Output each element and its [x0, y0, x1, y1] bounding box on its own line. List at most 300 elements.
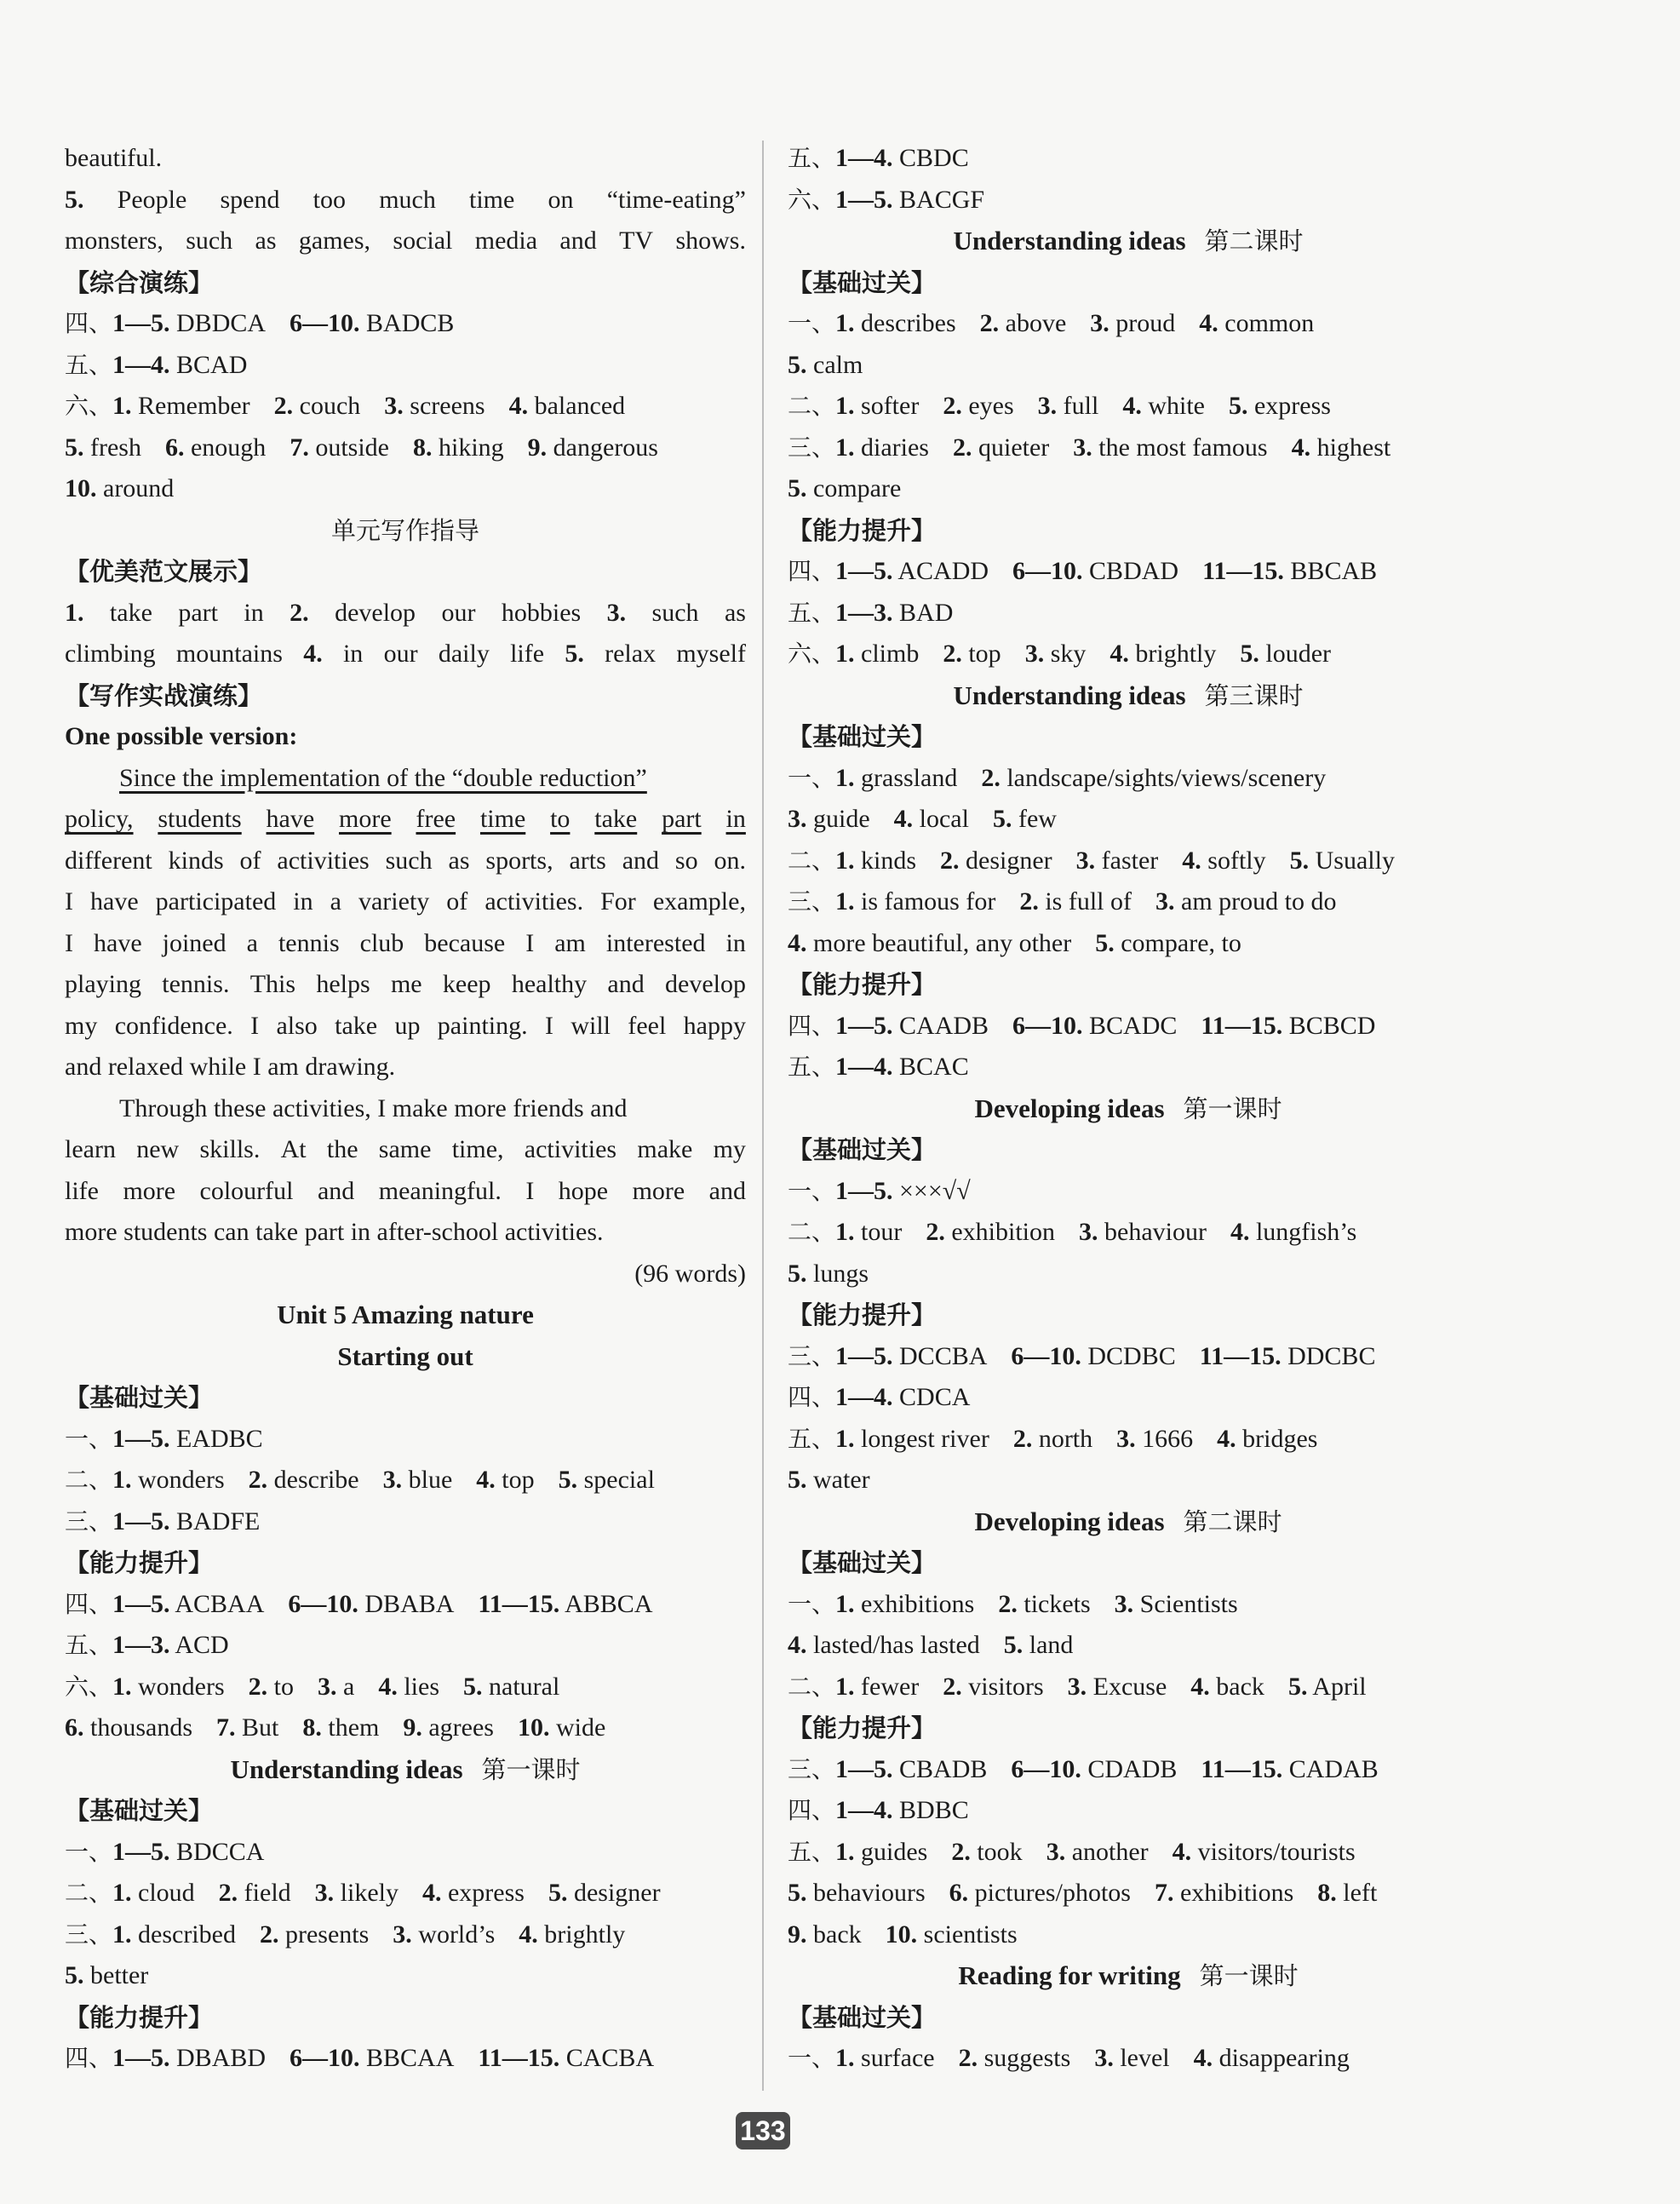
- word: relax: [605, 640, 657, 668]
- answer-item: [528, 428, 658, 469]
- question-number: 7.: [1154, 1879, 1174, 1907]
- answer-text: better: [90, 1961, 149, 1989]
- answer-text: compare, to: [1121, 928, 1241, 957]
- section-label: 【优美范文展示】: [65, 557, 263, 586]
- word: happy: [683, 1011, 746, 1040]
- answer-item: [413, 428, 504, 469]
- answer-line: [788, 1625, 1469, 1667]
- word: healthy: [511, 970, 588, 998]
- answer-text: BCAC: [899, 1053, 969, 1081]
- text-line: beautiful.: [65, 144, 163, 172]
- answer-item: [1230, 1212, 1356, 1254]
- answer-text: CBDAD: [1089, 557, 1179, 585]
- section-number: 五、: [65, 1631, 113, 1659]
- answer-item: [1194, 2038, 1350, 2080]
- answer-item: [383, 1460, 453, 1501]
- answer-item: [65, 1955, 148, 1997]
- section-label: 【基础过关】: [65, 1796, 214, 1825]
- answer-text: guides: [861, 1837, 928, 1866]
- answer-line: [65, 1501, 746, 1543]
- answer-text: Excuse: [1092, 1672, 1167, 1701]
- answer-text: diaries: [861, 433, 929, 462]
- section-label: 【基础过关】: [788, 267, 937, 297]
- question-number: 11—15.: [478, 2044, 560, 2072]
- section-label: 【能力提升】: [65, 1548, 214, 1577]
- answer-text: wide: [555, 1713, 606, 1742]
- word: and: [708, 1176, 746, 1205]
- answer-text: CAADB: [899, 1011, 989, 1040]
- answer-item: [1201, 1006, 1375, 1047]
- answer-item: [1217, 1419, 1317, 1461]
- question-number: 1—4.: [835, 1796, 893, 1824]
- answer-text: compare: [813, 474, 902, 502]
- answer-text: landscape/sights/views/scenery: [1006, 763, 1327, 792]
- word: activities.: [485, 887, 584, 915]
- answer-text: natural: [489, 1672, 560, 1701]
- answer-text: designer: [966, 846, 1052, 875]
- word: skills.: [199, 1135, 261, 1163]
- question-number: 1.: [835, 1424, 855, 1453]
- section-number: 一、: [788, 309, 836, 337]
- answer-item: [835, 1171, 971, 1213]
- section-label: 【能力提升】: [788, 970, 937, 999]
- question-number: 6—10.: [1011, 1754, 1081, 1783]
- question-number: 1—4.: [835, 1053, 893, 1081]
- answer-text: few: [1018, 805, 1057, 833]
- answer-line: [788, 386, 1469, 428]
- answer-text: thousands: [90, 1713, 192, 1742]
- answer-text: cloud: [138, 1879, 195, 1907]
- word: part: [178, 598, 218, 627]
- answer-line: [65, 345, 746, 387]
- lesson-period: 第一课时: [1199, 1961, 1299, 1990]
- word: activities: [277, 846, 370, 875]
- answer-text: more beautiful, any other: [813, 928, 1072, 957]
- answer-item: [943, 386, 1013, 428]
- word: such: [651, 598, 699, 627]
- word: participated: [155, 887, 277, 915]
- answer-text: lungfish’s: [1255, 1218, 1357, 1246]
- answer-text: But: [242, 1713, 279, 1742]
- answer-text: is full of: [1045, 887, 1132, 915]
- answer-text: CADAB: [1288, 1754, 1379, 1783]
- answer-text: described: [138, 1920, 236, 1949]
- section-number: 三、: [788, 433, 836, 462]
- answer-text: to: [273, 1672, 295, 1701]
- section-number: 四、: [65, 309, 113, 337]
- question-number: 5.: [463, 1672, 483, 1701]
- word: 2.: [290, 598, 309, 627]
- word: also: [276, 1011, 318, 1040]
- answer-item: [835, 138, 969, 180]
- answer-line: [788, 2038, 1469, 2080]
- section-number: 五、: [788, 1837, 836, 1866]
- answer-item: [835, 881, 995, 923]
- word: life: [65, 1176, 99, 1205]
- section-number: 二、: [788, 392, 836, 420]
- answer-line: [788, 1584, 1469, 1626]
- question-number: 2.: [951, 1837, 971, 1866]
- answer-text: express: [1253, 392, 1331, 420]
- word: keep: [442, 970, 491, 998]
- text-line: [65, 634, 746, 675]
- section-number: 五、: [65, 350, 113, 379]
- answer-text: softer: [861, 392, 920, 420]
- answer-item: [476, 1460, 534, 1501]
- word: club: [359, 928, 404, 957]
- answer-text: BADFE: [176, 1507, 261, 1535]
- answer-item: [886, 1914, 1018, 1956]
- word: different: [65, 846, 152, 875]
- answer-line: [65, 428, 746, 469]
- answer-item: [112, 1625, 229, 1667]
- word: of: [446, 887, 468, 915]
- question-number: 1—5.: [112, 309, 170, 337]
- answer-item: [940, 841, 1052, 882]
- answer-text: wonders: [138, 1672, 225, 1701]
- answer-item: [1013, 1419, 1092, 1461]
- section-number: 四、: [65, 1589, 113, 1618]
- question-number: 6.: [65, 1713, 84, 1742]
- answer-text: kinds: [861, 846, 917, 875]
- text-line: [65, 180, 746, 221]
- section-number: 四、: [788, 1383, 836, 1411]
- word: For: [600, 887, 636, 915]
- answer-item: [993, 799, 1057, 841]
- word: am: [554, 928, 586, 957]
- word: to: [550, 805, 571, 833]
- question-number: 3.: [1024, 640, 1045, 668]
- word: the: [326, 1135, 358, 1163]
- answer-item: [926, 1212, 1055, 1254]
- word: activities: [524, 1135, 617, 1163]
- section-number: 一、: [788, 763, 836, 792]
- text-line: [65, 1006, 746, 1047]
- answer-text: longest river: [861, 1424, 989, 1453]
- word: and: [317, 1176, 355, 1205]
- word: sports,: [485, 846, 553, 875]
- question-number: 2.: [958, 2044, 978, 2072]
- answer-item: [1155, 1873, 1293, 1914]
- answer-text: dangerous: [553, 433, 658, 462]
- word: take: [109, 598, 152, 627]
- word: students: [158, 805, 242, 833]
- answer-item: [315, 1873, 398, 1914]
- word: our: [441, 598, 476, 627]
- section-number: 一、: [788, 1589, 836, 1618]
- question-number: 2.: [943, 1672, 962, 1701]
- answer-text: the most famous: [1098, 433, 1268, 462]
- answer-item: [112, 303, 266, 345]
- answer-line: [788, 1832, 1469, 1874]
- answer-text: balanced: [534, 392, 626, 420]
- word: on.: [714, 846, 746, 875]
- answer-text: BDCCA: [176, 1837, 265, 1866]
- question-number: 3.: [384, 392, 404, 420]
- word: confidence.: [114, 1011, 233, 1040]
- answer-item: [65, 468, 174, 510]
- question-number: 1.: [835, 1218, 855, 1246]
- word: a: [246, 928, 258, 957]
- question-number: 1.: [112, 1879, 132, 1907]
- answer-text: calm: [813, 350, 863, 379]
- word: I: [525, 928, 535, 957]
- question-number: 10.: [885, 1920, 918, 1949]
- answer-text: Remember: [138, 392, 250, 420]
- word: a: [330, 887, 341, 915]
- word: time: [469, 185, 515, 214]
- answer-text: quieter: [978, 433, 1050, 462]
- word: colourful: [199, 1176, 294, 1205]
- answer-text: behaviours: [813, 1879, 926, 1907]
- word: have: [266, 805, 315, 833]
- section-number: 五、: [788, 1424, 836, 1453]
- answer-item: [463, 1667, 559, 1708]
- question-number: 7.: [216, 1713, 236, 1742]
- left-column: [65, 138, 746, 2080]
- answer-item: [112, 345, 247, 387]
- question-number: 1.: [835, 887, 855, 915]
- answer-item: [835, 2038, 935, 2080]
- answer-text: brightly: [544, 1920, 626, 1949]
- word: People: [117, 185, 187, 214]
- word: life: [510, 640, 545, 668]
- question-number: 11—15.: [1202, 557, 1284, 585]
- answer-line: [788, 758, 1469, 800]
- answer-text: express: [447, 1879, 525, 1907]
- question-number: 6.: [949, 1879, 969, 1907]
- answer-text: CACBA: [565, 2044, 655, 2072]
- answer-item: [1190, 1667, 1264, 1708]
- answer-text: CDCA: [899, 1383, 971, 1411]
- question-number: 3.: [382, 1466, 403, 1494]
- answer-item: [835, 1832, 927, 1874]
- answer-text: lungs: [813, 1259, 869, 1288]
- question-number: 3.: [1094, 2044, 1114, 2072]
- word: in: [342, 640, 364, 668]
- question-number: 2.: [273, 392, 294, 420]
- answer-text: softly: [1207, 846, 1266, 875]
- section-number: 五、: [788, 1053, 836, 1081]
- text-line: [65, 923, 746, 965]
- section-number: 三、: [788, 1754, 836, 1783]
- section-number: 一、: [65, 1424, 113, 1453]
- answer-item: [835, 634, 919, 675]
- word: such: [385, 846, 433, 875]
- question-number: 3.: [1079, 1218, 1098, 1246]
- answer-text: DCDBC: [1087, 1341, 1176, 1370]
- question-number: 2.: [1019, 887, 1039, 915]
- answer-text: outside: [315, 433, 389, 462]
- answer-item: [290, 2038, 454, 2080]
- answer-item: [1019, 881, 1132, 923]
- answer-item: [788, 1873, 926, 1914]
- text-line: [65, 593, 746, 634]
- text-line: [65, 881, 746, 923]
- answer-text: DBABA: [364, 1589, 455, 1618]
- section-number: 六、: [65, 1672, 113, 1701]
- question-number: 4.: [1230, 1218, 1250, 1246]
- word: I: [65, 887, 73, 915]
- question-number: 3.: [1116, 1424, 1136, 1453]
- question-number: 2.: [218, 1879, 238, 1907]
- answer-text: highest: [1316, 433, 1391, 462]
- word: arts: [569, 846, 606, 875]
- answer-text: faster: [1101, 846, 1159, 875]
- answer-line: [788, 799, 1469, 841]
- question-number: 6.: [164, 433, 185, 462]
- question-number: 4.: [1182, 846, 1201, 875]
- question-number: 1—3.: [835, 598, 893, 627]
- word: time: [479, 805, 526, 833]
- section-number: 三、: [65, 1920, 113, 1949]
- word: variety: [358, 887, 430, 915]
- answer-item: [384, 386, 485, 428]
- question-number: 4.: [1217, 1424, 1236, 1453]
- question-number: 6—10.: [1012, 557, 1083, 585]
- question-number: 6—10.: [1012, 1011, 1083, 1040]
- word: take: [594, 805, 638, 833]
- answer-item: [835, 1377, 970, 1419]
- answer-text: BCADC: [1089, 1011, 1178, 1040]
- question-number: 6—10.: [290, 309, 360, 337]
- section-label: 【基础过关】: [65, 1383, 214, 1412]
- answer-text: likely: [340, 1879, 398, 1907]
- section-label: 【基础过关】: [788, 722, 937, 751]
- word: in: [293, 887, 313, 915]
- answer-text: ABBCA: [565, 1589, 653, 1618]
- word: of: [239, 846, 261, 875]
- answer-text: BDBC: [899, 1796, 969, 1824]
- answer-text: screens: [410, 392, 485, 420]
- answer-text: top: [502, 1466, 535, 1494]
- question-number: 7.: [290, 433, 309, 462]
- answer-text: ×××√√: [899, 1176, 971, 1205]
- text-line: [65, 1171, 746, 1213]
- answer-line: [788, 468, 1469, 510]
- answer-text: scientists: [923, 1920, 1018, 1949]
- word: hobbies: [501, 598, 582, 627]
- question-number: 5.: [1228, 392, 1248, 420]
- answer-text: water: [813, 1466, 870, 1494]
- answer-item: [318, 1667, 354, 1708]
- answer-line: [65, 1667, 746, 1708]
- answer-text: back: [1216, 1672, 1264, 1701]
- answer-text: is famous for: [861, 887, 996, 915]
- answer-line: [788, 138, 1469, 180]
- answer-text: 1666: [1142, 1424, 1194, 1453]
- word: climbing: [65, 640, 156, 668]
- word: and: [559, 227, 597, 255]
- lesson-title: Understanding ideas: [953, 226, 1186, 255]
- answer-item: [1292, 428, 1391, 469]
- word: 4.: [303, 640, 323, 668]
- word: media: [474, 227, 538, 255]
- answer-item: [112, 1501, 260, 1543]
- word: as: [255, 227, 277, 255]
- question-number: 5.: [1289, 846, 1310, 875]
- section-number: 三、: [65, 1507, 113, 1535]
- answer-item: [1116, 1419, 1193, 1461]
- answer-text: behaviour: [1104, 1218, 1207, 1246]
- answer-text: world’s: [418, 1920, 496, 1949]
- lesson-title: Understanding ideas: [230, 1753, 463, 1784]
- answer-item: [835, 180, 984, 221]
- answer-text: lasted/has lasted: [813, 1631, 980, 1659]
- word: in: [725, 805, 746, 833]
- answer-text: them: [328, 1713, 380, 1742]
- paragraph-start: Through these activities, I make more friends and: [119, 1093, 628, 1122]
- question-number: 1—5.: [835, 1341, 893, 1370]
- paragraph-start: Since the implementation of the “double reduction”: [119, 763, 647, 792]
- answer-text: land: [1029, 1631, 1074, 1659]
- answer-item: [835, 551, 989, 593]
- word: example,: [652, 887, 746, 915]
- answer-item: [835, 1419, 989, 1461]
- question-number: 4.: [1193, 2044, 1213, 2072]
- section-number: 六、: [788, 185, 836, 214]
- question-number: 11—15.: [1199, 1341, 1282, 1370]
- question-number: 2.: [981, 763, 1001, 792]
- answer-item: [422, 1873, 525, 1914]
- answer-item: [249, 1667, 294, 1708]
- answer-text: BACGF: [899, 185, 985, 214]
- question-number: 5.: [1240, 640, 1259, 668]
- answer-text: local: [919, 805, 969, 833]
- lesson-period: 第二课时: [1204, 227, 1304, 255]
- answer-item: [1068, 1667, 1167, 1708]
- question-number: 8.: [1317, 1879, 1337, 1907]
- section-number: 五、: [788, 598, 836, 627]
- question-number: 5.: [548, 1879, 568, 1907]
- question-number: 4.: [788, 928, 807, 957]
- word: shows.: [675, 227, 746, 255]
- answer-item: [1229, 386, 1331, 428]
- answer-item: [943, 634, 1001, 675]
- question-number: 1.: [112, 1920, 132, 1949]
- answer-text: north: [1038, 1424, 1093, 1453]
- section-number: 二、: [65, 1879, 113, 1907]
- answer-text: disappearing: [1218, 2044, 1350, 2072]
- word: joined: [162, 928, 226, 957]
- answer-text: BADCB: [366, 309, 455, 337]
- word: as: [448, 846, 470, 875]
- word: 3.: [606, 598, 627, 627]
- answer-text: back: [813, 1920, 862, 1949]
- section-label: 【能力提升】: [788, 1300, 937, 1329]
- word: much: [379, 185, 436, 214]
- answer-item: [478, 1584, 652, 1626]
- answer-text: surface: [861, 2044, 935, 2072]
- word: “time-eating”: [606, 185, 746, 214]
- answer-item: [835, 428, 929, 469]
- answer-item: [65, 1708, 192, 1749]
- word: time,: [451, 1135, 504, 1163]
- answer-text: enough: [190, 433, 267, 462]
- question-number: 1—4.: [112, 350, 170, 379]
- answer-item: [835, 1749, 987, 1791]
- answer-item: [1076, 841, 1159, 882]
- answer-text: wonders: [138, 1466, 225, 1494]
- answer-text: another: [1071, 1837, 1149, 1866]
- answer-item: [835, 758, 957, 800]
- word: and: [622, 846, 660, 875]
- section-number: 六、: [788, 640, 836, 668]
- word: interested: [605, 928, 706, 957]
- word: helps: [316, 970, 370, 998]
- lesson-heading: [788, 1955, 1469, 1997]
- word: playing: [65, 970, 141, 998]
